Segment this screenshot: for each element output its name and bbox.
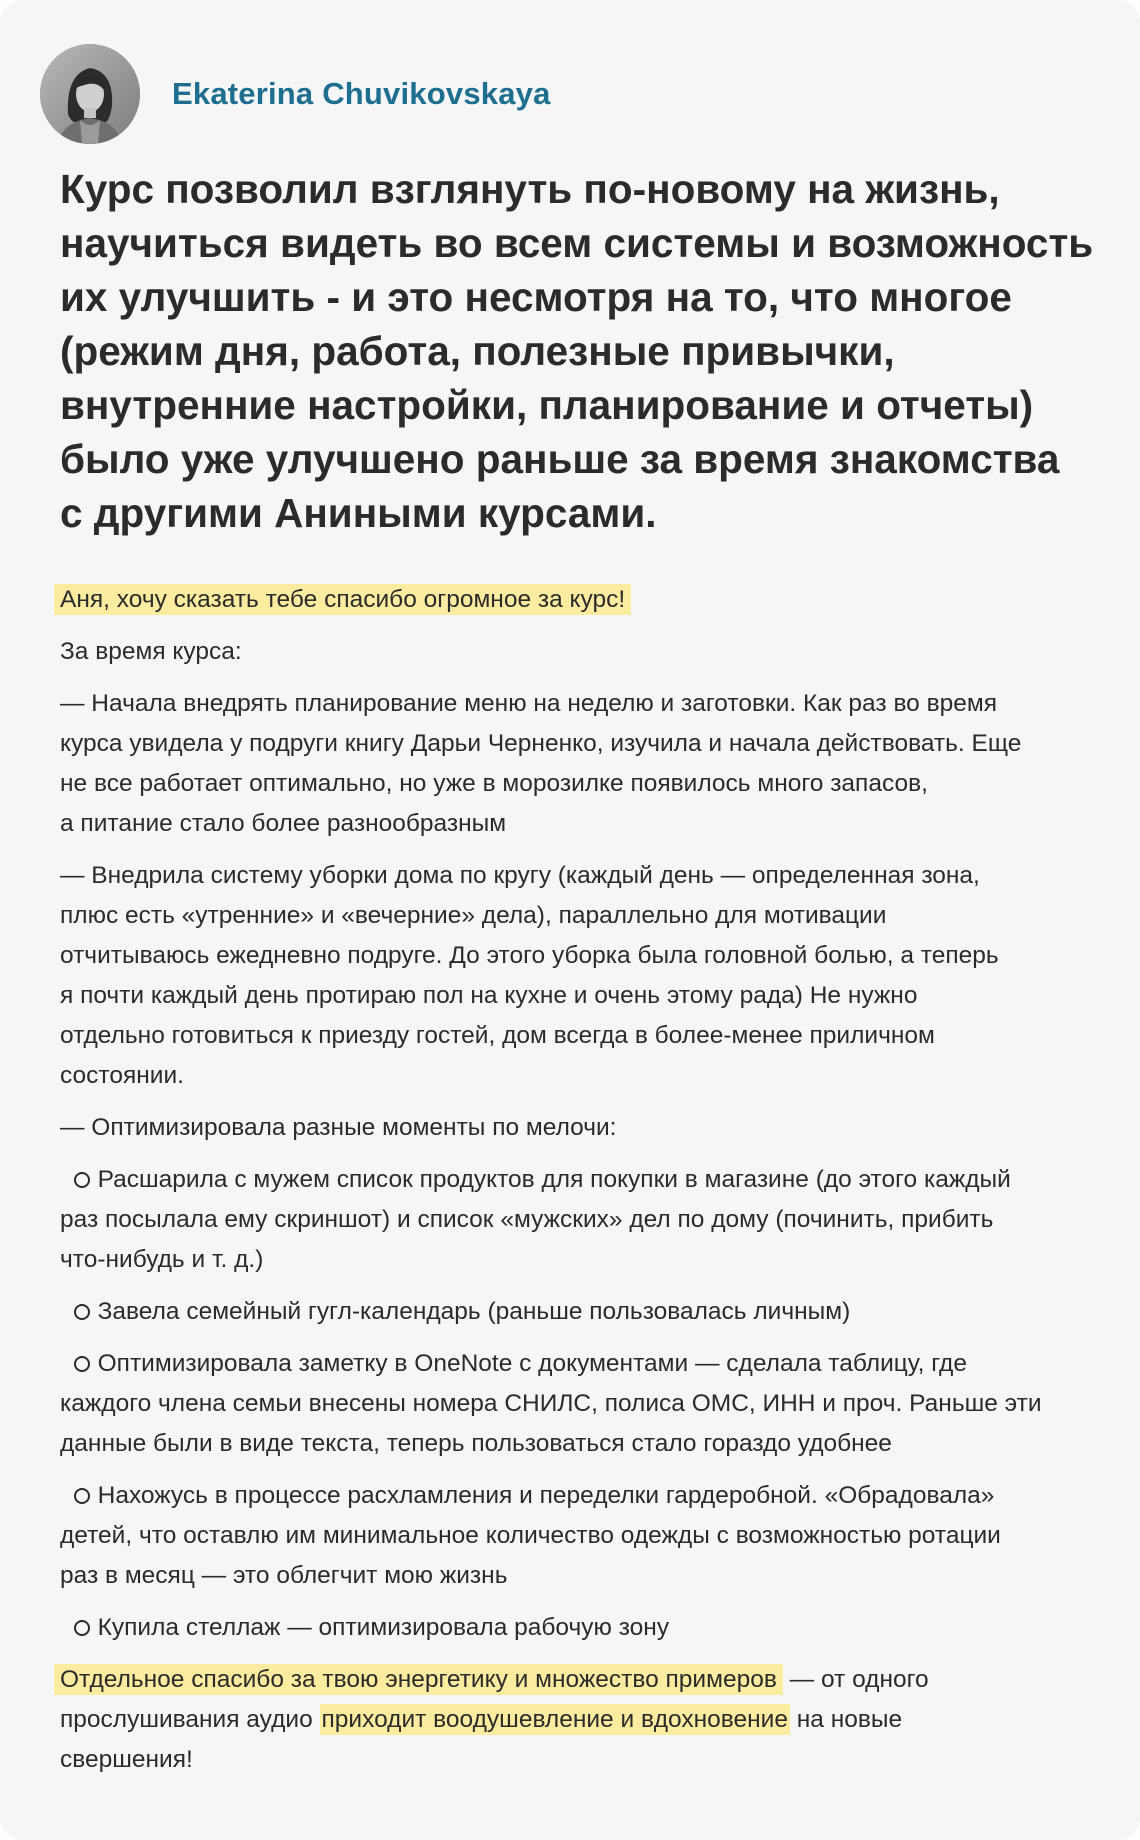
text-line: Расшарила с мужем список продуктов для покупки в магазине (до этого каждый <box>97 1166 1011 1193</box>
author-name: Ekaterina Chuvikovskaya <box>172 76 551 111</box>
highlighted-text: Аня, хочу сказать тебе спасибо огромное за курс! <box>54 584 631 615</box>
testimonial-body <box>60 580 1100 1792</box>
text-line: Завела семейный гугл-календарь (раньше пользовалась личным) <box>97 1298 851 1325</box>
intro-paragraph <box>60 632 1100 672</box>
text-line: состоянии. <box>60 1062 184 1089</box>
text-line: каждого члена семьи внесены номера СНИЛС, полиса ОМС, ИНН и проч. Раньше эти <box>60 1390 1042 1417</box>
sub-list-item <box>60 1160 1100 1280</box>
text-line: данные были в виде текста, теперь пользоваться стало гораздо удобнее <box>60 1430 892 1457</box>
text-line: — Оптимизировала разные моменты по мелочи: <box>60 1114 617 1141</box>
headline-line: их улучшить - и это несмотря на то, что многое <box>60 274 1012 320</box>
list-item <box>60 856 1100 1096</box>
sub-list-item <box>60 1476 1100 1596</box>
circle-bullet-icon <box>74 1488 90 1504</box>
circle-bullet-icon <box>74 1172 90 1188</box>
text-line: раз посылала ему скриншот) и список «мужских» дел по дому (починить, прибить <box>60 1206 994 1233</box>
headline-line: внутренние настройки, планирование и отчеты) <box>60 382 1034 428</box>
text-line: а питание стало более разнообразным <box>60 810 507 837</box>
text-line: детей, что оставлю им минимальное количество одежды с возможностью ротации <box>60 1522 1001 1549</box>
text-line: я почти каждый день протираю пол на кухне и очень этому рада) Не нужно <box>60 982 918 1009</box>
list-item <box>60 1108 1100 1148</box>
sub-list-item <box>60 1344 1100 1464</box>
text-line: не все работает оптимально, но уже в морозилке появилось много запасов, <box>60 770 928 797</box>
headline-line: (режим дня, работа, полезные привычки, <box>60 328 895 374</box>
headline-line: Курс позволил взглянуть по-новому на жизнь, <box>60 166 1000 212</box>
text-line: раз в месяц — это облегчит мою жизнь <box>60 1562 508 1589</box>
text-fragment: на новые <box>789 1706 903 1733</box>
text-line: отдельно готовиться к приезду гостей, дом всегда в более-менее приличном <box>60 1022 935 1049</box>
text-line: — Внедрила систему уборки дома по кругу (каждый день — определенная зона, <box>60 862 980 889</box>
text-fragment: прослушивания аудио <box>60 1706 320 1733</box>
thanks-paragraph <box>60 580 1100 620</box>
list-item <box>60 684 1100 844</box>
closing-paragraph <box>60 1660 1100 1780</box>
circle-bullet-icon <box>74 1620 90 1636</box>
headline-line: научиться видеть во всем системы и возможность <box>60 220 1094 266</box>
text-line: что-нибудь и т. д.) <box>60 1246 264 1273</box>
circle-bullet-icon <box>74 1304 90 1320</box>
sub-list-item <box>60 1608 1100 1648</box>
highlighted-text: Отдельное спасибо за твою энергетику и множество примеров <box>54 1664 783 1695</box>
person-photo-icon <box>40 44 140 144</box>
text-line: курса увидела у подруги книгу Дарьи Черненко, изучила и начала действовать. Еще <box>60 730 1022 757</box>
text-line: Купила стеллаж — оптимизировала рабочую зону <box>97 1614 670 1641</box>
text-line: Нахожусь в процессе расхламления и переделки гардеробной. «Обрадовала» <box>97 1482 995 1509</box>
text-fragment: — от одного <box>782 1666 929 1693</box>
text-fragment: свершения! <box>60 1746 193 1773</box>
author-header <box>40 44 551 144</box>
text-line: отчитываюсь ежедневно подруге. До этого уборка была головной болью, а теперь <box>60 942 999 969</box>
avatar <box>40 44 140 144</box>
testimonial-headline <box>60 162 1100 540</box>
text-line: плюс есть «утренние» и «вечерние» дела), параллельно для мотивации <box>60 902 887 929</box>
headline-line: было уже улучшено раньше за время знакомства <box>60 436 1060 482</box>
circle-bullet-icon <box>74 1356 90 1372</box>
intro-text: За время курса: <box>60 638 242 665</box>
highlighted-text: приходит воодушевление и вдохновение <box>321 1706 788 1733</box>
text-line: Оптимизировала заметку в OneNote с документами — сделала таблицу, где <box>97 1350 967 1377</box>
text-line: — Начала внедрять планирование меню на неделю и заготовки. Как раз во время <box>60 690 997 717</box>
sub-list-item <box>60 1292 1100 1332</box>
headline-line: с другими Аниными курсами. <box>60 490 657 536</box>
